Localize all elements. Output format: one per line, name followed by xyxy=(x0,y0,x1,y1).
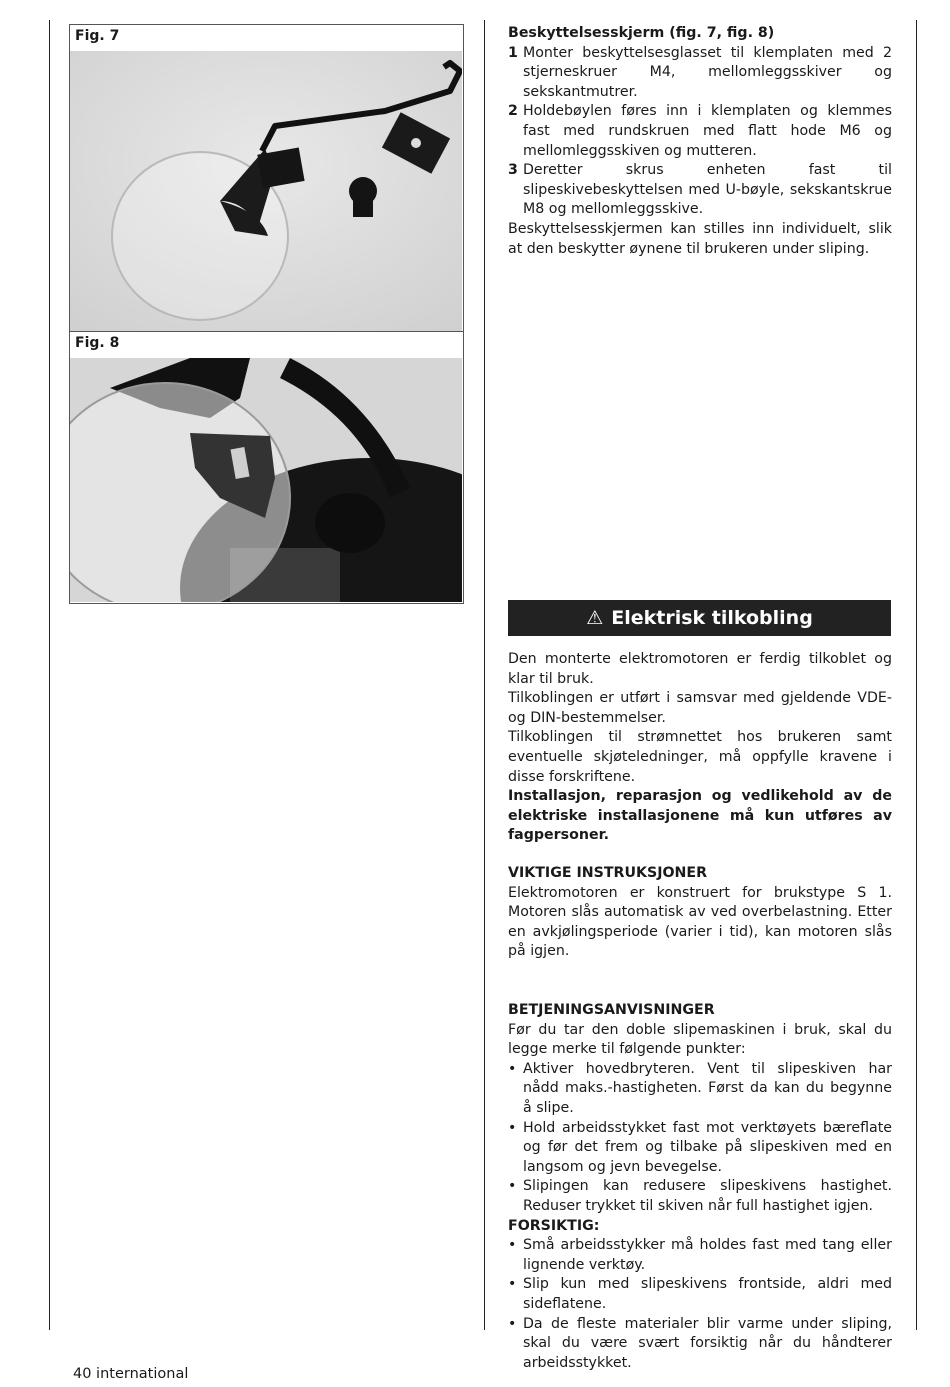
assembly-step xyxy=(508,44,892,103)
bullet-item xyxy=(508,1060,892,1119)
paragraph: Tilkoblingen er utført i samsvar med gjeldende VDE-og DIN-bestemmelser. xyxy=(508,690,892,726)
warning-icon: ⚠ xyxy=(586,607,604,629)
paragraph: Tilkoblingen til strømnettet hos brukeren samt eventuelle skjøteledninger, må oppfylle kravene i disse forskriftene. xyxy=(508,729,892,785)
bullet-item xyxy=(508,1275,892,1314)
bullet-text: Da de fleste materialer blir varme under sliping, skal du være svært forsiktig når du håndterer arbeidsstykket. xyxy=(523,1315,892,1371)
assembly-section xyxy=(508,24,892,259)
section-heading: VIKTIGE INSTRUKSJONER xyxy=(508,865,708,881)
caution-heading: FORSIKTIG: xyxy=(508,1217,600,1234)
bullet-icon: • xyxy=(508,1315,517,1332)
bullet-item xyxy=(508,1119,892,1178)
left-rule xyxy=(49,20,50,1330)
section-title: Elektrisk tilkobling xyxy=(611,607,813,629)
section-banner-electrical xyxy=(508,600,891,636)
bullet-text: Små arbeidsstykker må holdes fast med tang eller lignende verktøy. xyxy=(523,1237,892,1273)
operating-section xyxy=(508,1001,892,1373)
bullet-icon: • xyxy=(508,1276,517,1293)
page-footer: 40 international xyxy=(73,1366,189,1382)
bullet-icon: • xyxy=(508,1237,517,1254)
section-heading: BETJENINGSANVISNINGER xyxy=(508,1002,715,1018)
figure-7-label: Fig. 7 xyxy=(75,28,120,44)
paragraph: Den monterte elektromotoren er ferdig tilkoblet og klar til bruk. xyxy=(508,651,892,687)
assembly-heading: Beskyttelsesskjerm (fig. 7, fig. 8) xyxy=(508,25,775,41)
bullet-text: Slip kun med slipeskivens frontside, aldri med sideflatene. xyxy=(523,1276,892,1312)
paragraph: Elektromotoren er konstruert for brukstype S 1. Motoren slås automatisk av ved overbelastning. Etter en avkjølingsperiode (varier i tid), kan motoren slås på igjen. xyxy=(508,884,892,960)
middle-rule xyxy=(484,20,485,1330)
bullet-item xyxy=(508,1315,892,1374)
bullet-text: Aktiver hovedbryteren. Vent til slipeskiven har nådd maks.-hastigheten. Først da kan du begynne å slipe. xyxy=(523,1060,892,1116)
paragraph: Før du tar den doble slipemaskinen i bruk, skal du legge merke til følgende punkter: xyxy=(508,1021,892,1058)
step-number: 2 xyxy=(508,103,518,120)
bold-paragraph: Installasjon, reparasjon og vedlikehold av de elektriske installasjonene må kun utføres av fagpersoner. xyxy=(508,788,892,844)
bullet-text: Hold arbeidsstykket fast mot verktøyets bæreflate og før det frem og tilbake på slipeskiven med en langsom og jevn bevegelse. xyxy=(523,1119,892,1175)
bullet-item xyxy=(508,1177,892,1216)
figure-8-photo xyxy=(70,358,462,602)
step-text: Monter beskyttelsesglasset til klemplaten med 2 stjerneskruer M4, mellomleggsskiver og sekskantmutrer. xyxy=(523,44,892,100)
assembly-step xyxy=(508,161,892,220)
important-section xyxy=(508,864,892,962)
bullet-icon: • xyxy=(508,1119,517,1136)
figure-8-label: Fig. 8 xyxy=(75,335,120,351)
bullet-icon: • xyxy=(508,1178,517,1195)
bullet-item xyxy=(508,1236,892,1275)
bullet-text: Slipingen kan redusere slipeskivens hastighet. Reduser trykket til skiven når full hastighet igjen. xyxy=(523,1178,892,1214)
step-text: Holdebøylen føres inn i klemplaten og klemmes fast med rundskruen med flatt hode M6 og mellomleggsskiven og mutteren. xyxy=(523,103,892,159)
bullet-icon: • xyxy=(508,1060,517,1077)
right-rule xyxy=(916,20,917,1330)
assembly-step xyxy=(508,102,892,161)
step-number: 3 xyxy=(508,162,518,179)
step-number: 1 xyxy=(508,44,518,61)
assembly-note: Beskyttelsesskjermen kan stilles inn individuelt, slik at den beskytter øynene til brukeren under sliping. xyxy=(508,220,892,257)
step-text: Deretter skrus enheten fast til slipeskivebeskyttelsen med U-bøyle, sekskantskrue M8 og mellomleggsskive. xyxy=(523,162,892,218)
figure-7-photo xyxy=(70,51,462,331)
electrical-section xyxy=(508,650,892,846)
